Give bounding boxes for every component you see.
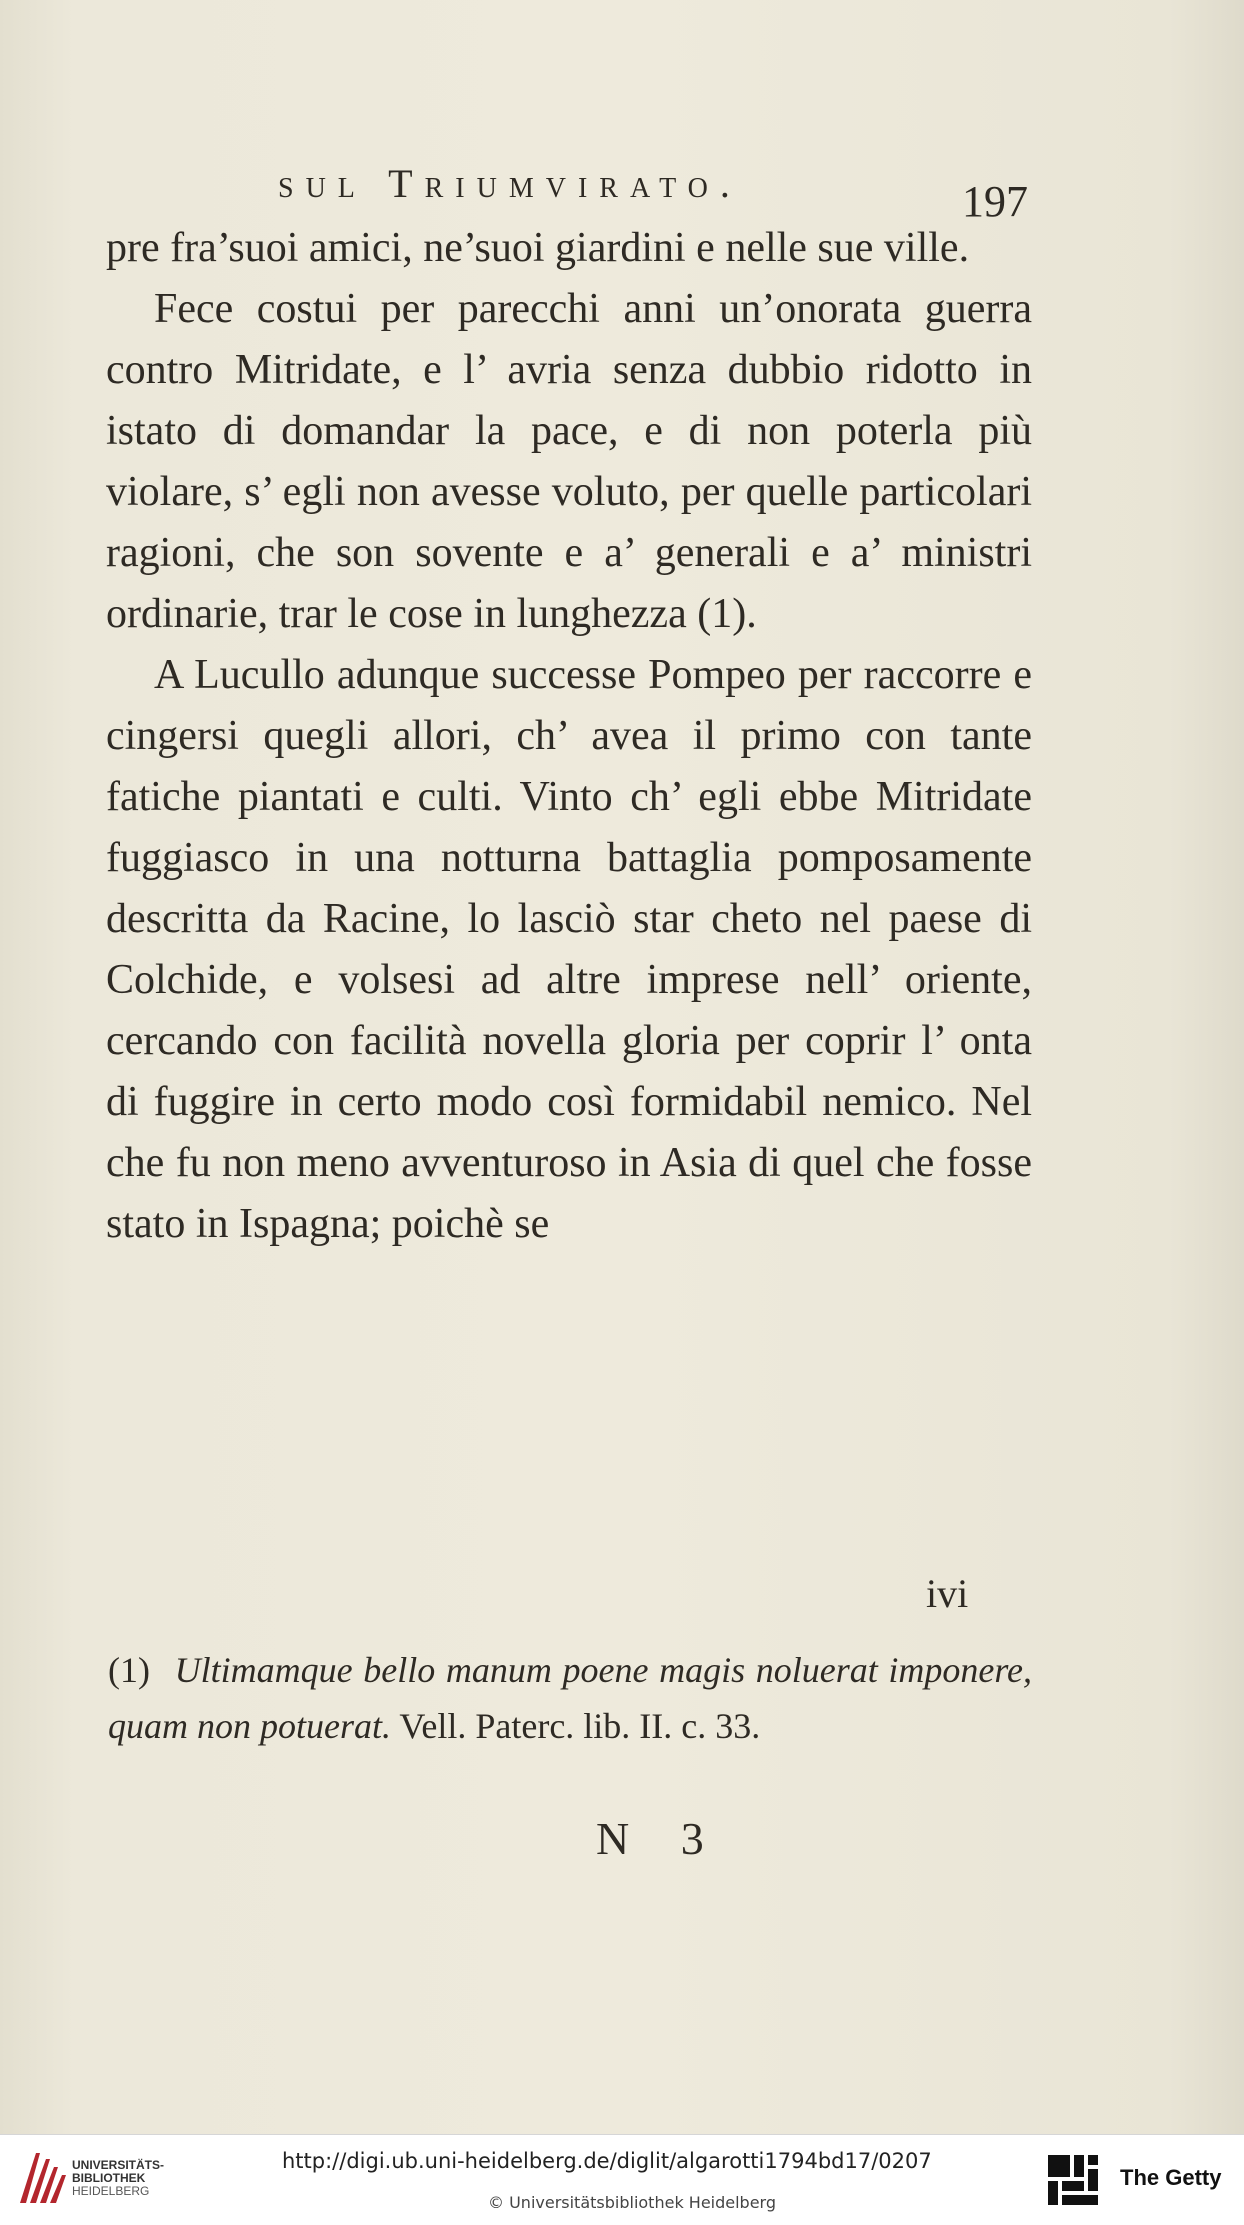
footnote-mark: (1) [108,1650,150,1690]
running-title: sul Triumvirato. [278,161,742,206]
footnote [108,1642,1032,1754]
library-name-line1: UNIVERSITÄTS- [72,2158,165,2172]
copyright-notice: © Universitätsbibliothek Heidelberg [488,2193,777,2212]
footnote-latin-quote: Ultimamque bello manum poene magis noluerat imponere, quam non potuerat. [108,1650,1033,1746]
paragraph-lucullo: Fece costui per parecchi anni un’onorata guerra contro Mitridate, e l’ avria senza dubbio ridotto in istato di domandar la pace, e di non poterla più violare, s’ egli non avesse voluto, per quelle particolari ragioni, che son sovente e a’ generali e a’ ministri ordinarie, trar le cose in lunghezza (1). [106,286,1032,637]
signature-mark: N 3 [596,1813,724,1864]
page-number: 197 [962,177,1028,226]
library-logo-icon [14,2145,70,2209]
footnote-citation: Vell. Paterc. lib. II. c. 33. [399,1706,761,1746]
library-name-line3: HEIDELBERG [72,2184,150,2198]
library-name [72,2159,164,2198]
paragraph-continuation: pre fra’suoi amici, ne’suoi giardini e nelle sue ville. [106,225,970,271]
running-head [108,158,1028,226]
getty-logo-icon [1046,2153,1100,2207]
body-text [106,218,1032,1255]
library-name-line2: BIBLIOTHEK [72,2171,146,2185]
footer-bar [0,2134,1244,2225]
catchword: ivi [926,1571,969,1616]
paragraph-pompeo: A Lucullo adunque successe Pompeo per raccorre e cingersi quegli allori, ch’ avea il primo con tante fatiche piantati e culti. Vinto ch’ egli ebbe Mitridate fuggiasco in una notturna battaglia pomposamente descritta da Racine, lo lasciò star cheto nel paese di Colchide, e volsesi ad altre imprese nell’ oriente, cercando con facilità novella gloria per coprir l’ onta di fuggire in certo modo così formidabil nemico. Nel che fu non meno avventuroso in Asia di quel che fosse stato in Ispagna; poichè se [106,652,1032,1247]
partner-name: The Getty [1120,2165,1222,2190]
permalink-url[interactable]: http://digi.ub.uni-heidelberg.de/diglit/algarotti1794bd17/0207 [282,2149,932,2173]
